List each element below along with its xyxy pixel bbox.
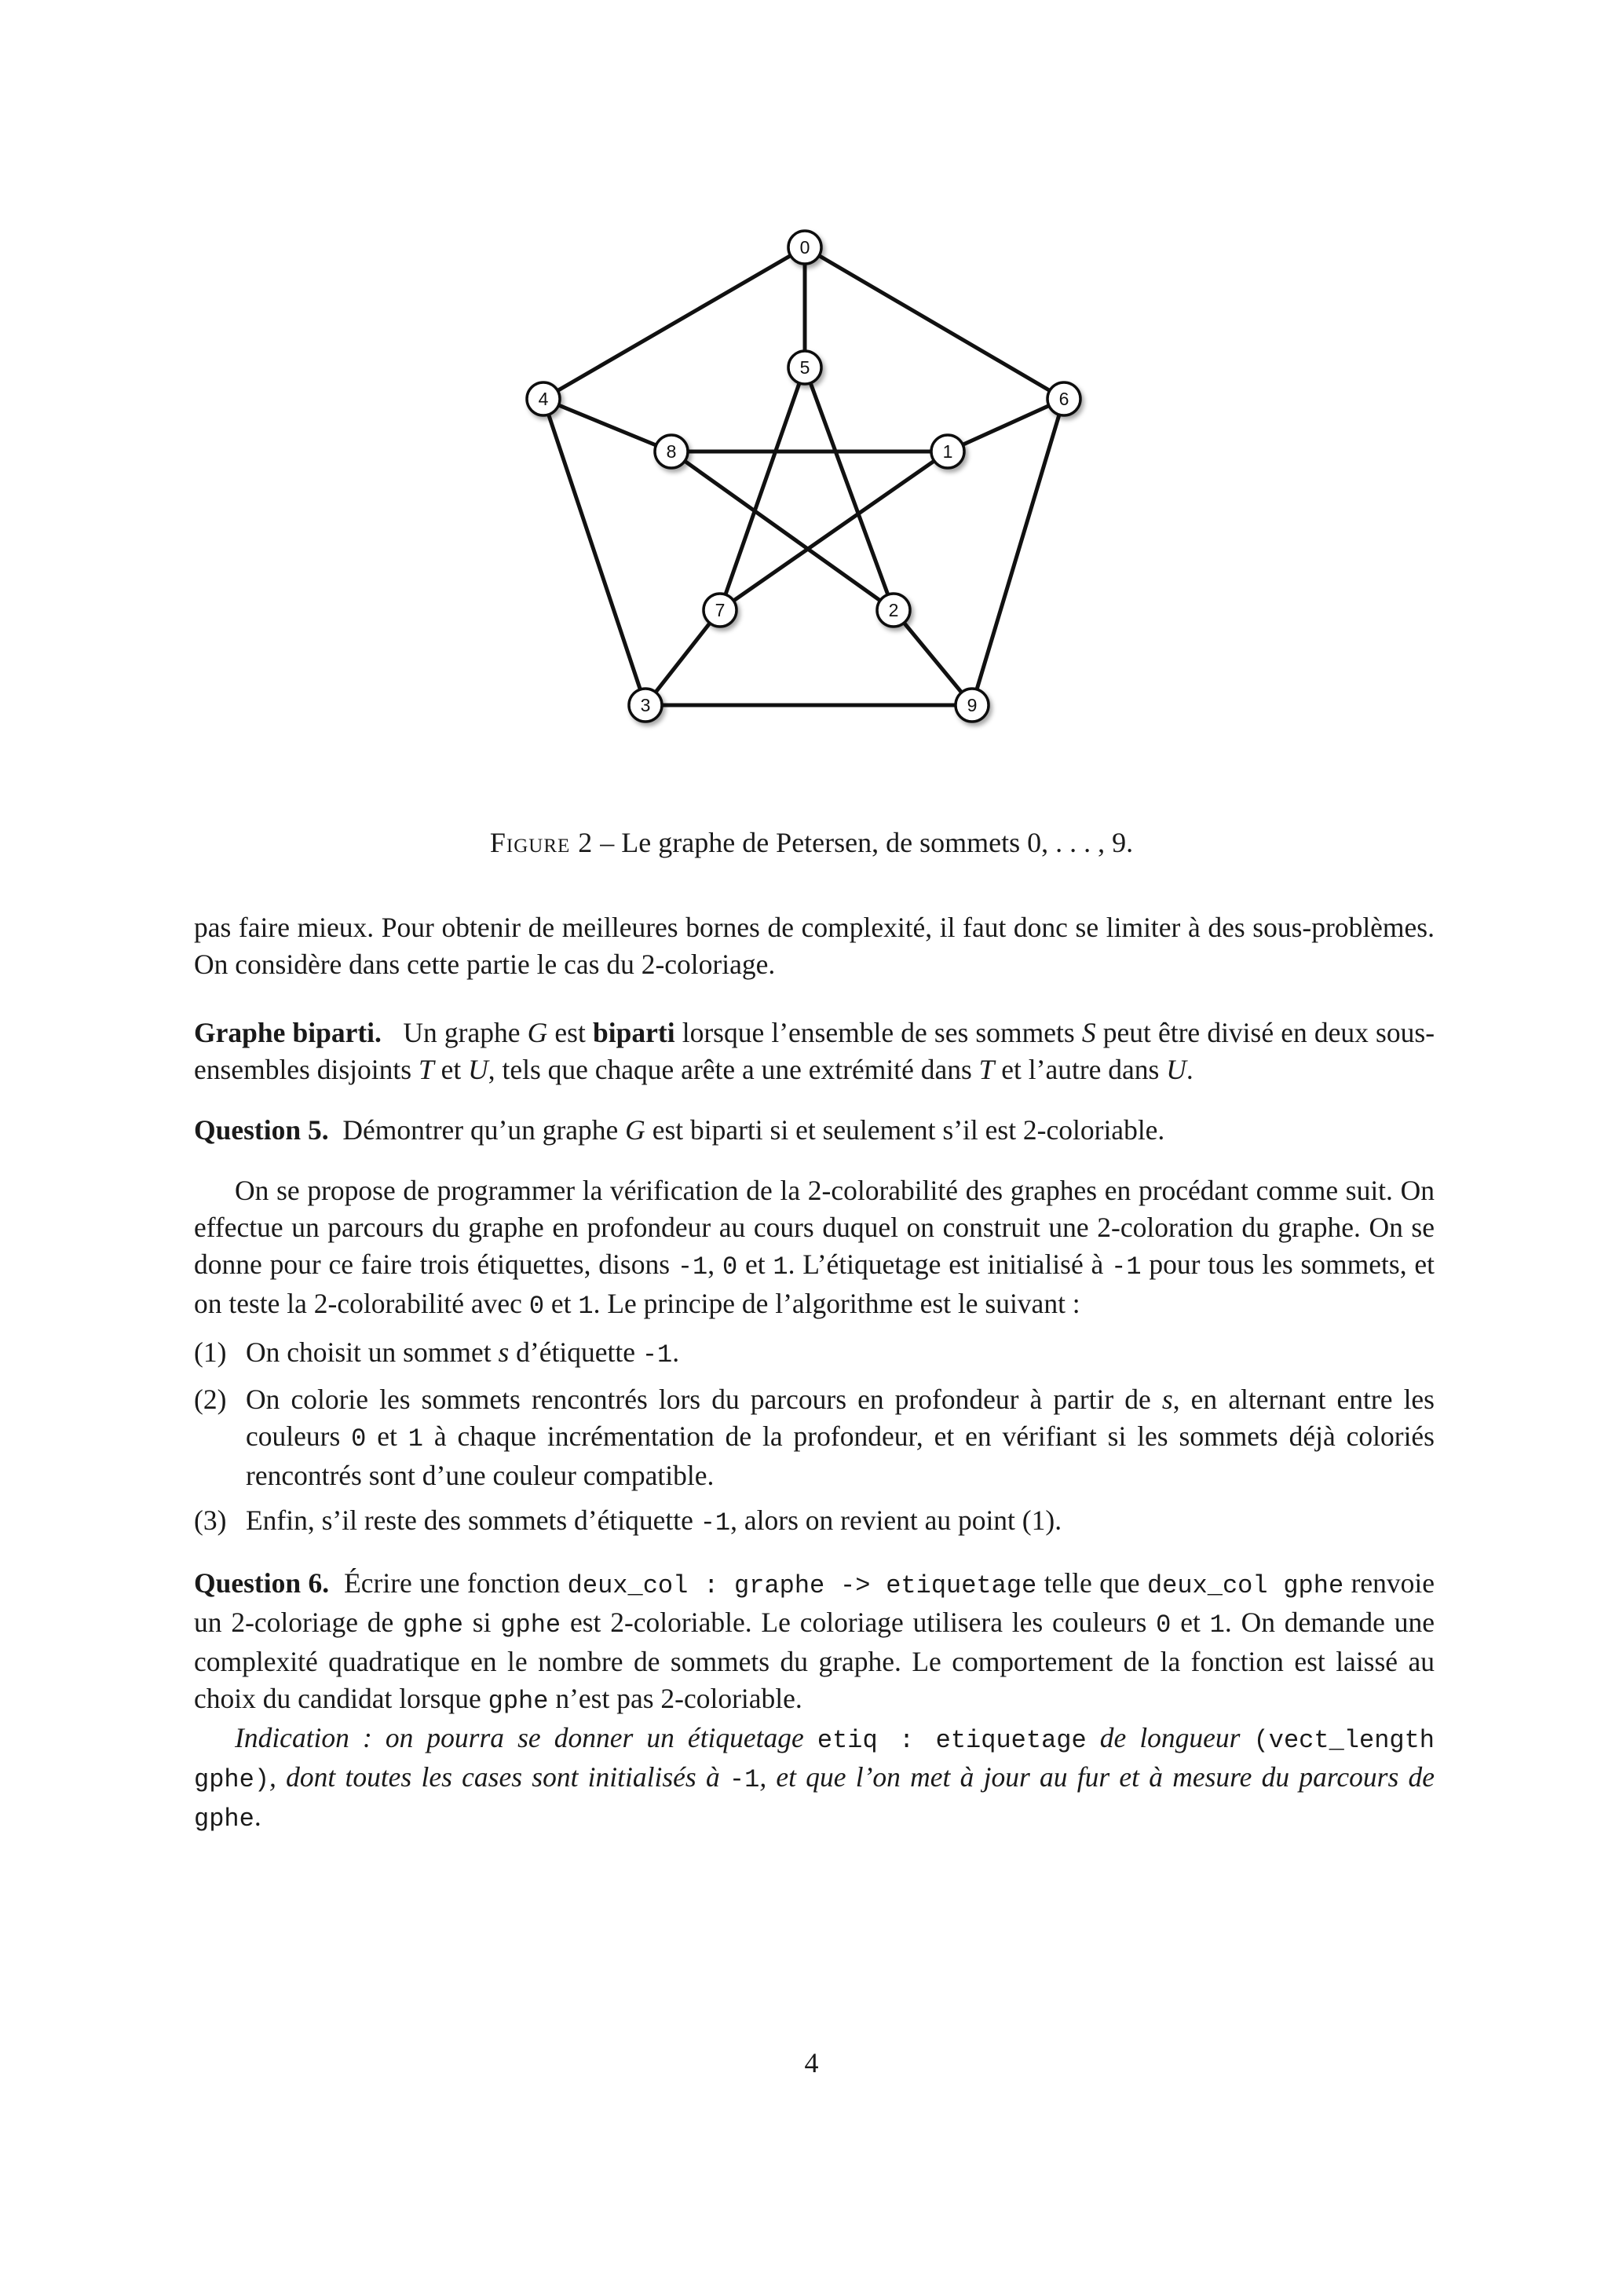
text: Indication : on pourra se donner un étiquetage	[235, 1722, 817, 1753]
text: pour tous les sommets, et on teste la 2-colorabilité avec	[194, 1249, 1435, 1319]
intro-paragraph: pas faire mieux. Pour obtenir de meilleures bornes de complexité, il faut donc se limiter à des sous-problèmes. On considère dans cette partie le cas du 2-coloriage.	[194, 912, 1435, 980]
code: 1	[408, 1424, 423, 1453]
node-9	[956, 689, 989, 722]
math: G	[625, 1114, 645, 1146]
text: , dont toutes les cases sont initialisés à	[269, 1761, 729, 1793]
edge-6-1	[948, 399, 1064, 452]
node-label: 1	[942, 441, 953, 462]
math: U	[468, 1054, 488, 1085]
petersen-graph	[0, 0, 1623, 754]
math: s	[1161, 1384, 1173, 1415]
algorithm-paragraph	[194, 1172, 1435, 1325]
node-label: 3	[640, 695, 651, 715]
node-label: 9	[967, 695, 978, 715]
text: ,	[707, 1249, 722, 1280]
node-label: 2	[888, 600, 899, 620]
text: et l’autre dans	[994, 1054, 1167, 1085]
edge-0-6	[805, 247, 1064, 399]
node-6	[1047, 382, 1080, 415]
node-label: 7	[715, 600, 726, 620]
code: 1	[578, 1292, 594, 1321]
node-label: 6	[1058, 389, 1069, 409]
text: et	[737, 1249, 773, 1280]
code: gphe	[403, 1610, 463, 1640]
code: deux_col gphe	[1146, 1571, 1344, 1600]
text: et	[366, 1420, 408, 1452]
text: .	[254, 1801, 261, 1832]
page-body	[194, 909, 1435, 1837]
edge-5-2	[805, 367, 894, 610]
code: gphe	[194, 1804, 254, 1834]
edge-4-8	[543, 399, 671, 452]
hint-paragraph	[194, 1720, 1435, 1837]
node-1	[931, 435, 964, 468]
algorithm-steps	[194, 1334, 1435, 1541]
code: 0	[528, 1292, 545, 1321]
term-biparti: biparti	[593, 1017, 675, 1048]
edge-9-2	[894, 610, 972, 705]
math: G	[527, 1017, 548, 1048]
text: si	[462, 1607, 501, 1638]
definition-paragraph	[194, 1015, 1435, 1088]
text: On choisit un sommet	[246, 1336, 499, 1368]
step-text	[246, 1502, 1435, 1541]
edge-5-7	[720, 367, 805, 610]
text: est biparti si et seulement s’il est 2-coloriable.	[645, 1114, 1165, 1146]
code: 1	[773, 1252, 788, 1281]
text: Enfin, s’il reste des sommets d’étiquette	[246, 1504, 700, 1536]
figure-caption	[0, 826, 1623, 859]
text: , en alternant entre les couleurs	[246, 1384, 1435, 1452]
text: On colorie les sommets rencontrés lors du parcours en profondeur à partir de	[246, 1384, 1162, 1415]
math: T	[978, 1054, 995, 1085]
text: renvoie un 2-coloriage de	[194, 1567, 1435, 1638]
text: est	[547, 1017, 594, 1048]
text: et	[433, 1054, 469, 1085]
text: . L’étiquetage est initialisé à	[788, 1249, 1112, 1280]
text: telle que	[1036, 1567, 1147, 1599]
code: 0	[351, 1424, 367, 1453]
text: . On demande une complexité quadratique en le nombre de sommets du graphe. Le comportement de la fonction est laissé au choix du candidat lorsque	[194, 1607, 1435, 1714]
step-number: (1)	[194, 1336, 227, 1368]
text: n’est pas 2-coloriable.	[548, 1683, 802, 1714]
code: 0	[722, 1252, 738, 1281]
code: gphe	[500, 1610, 561, 1640]
node-label: 5	[799, 357, 810, 378]
step-text	[246, 1334, 1435, 1373]
caption-text: – Le graphe de Petersen, de sommets 0, . . . , 9.	[593, 827, 1134, 858]
edge-6-9	[972, 399, 1064, 705]
step-number: (2)	[194, 1384, 227, 1415]
node-7	[704, 594, 737, 627]
node-8	[655, 435, 688, 468]
math: U	[1166, 1054, 1186, 1085]
code: gphe	[488, 1687, 549, 1716]
text: , alors on revient au point (1).	[730, 1504, 1062, 1536]
node-label: 4	[538, 389, 549, 409]
text: et	[1171, 1607, 1210, 1638]
math: S	[1081, 1017, 1096, 1048]
edge-8-2	[671, 452, 894, 610]
node-0	[788, 231, 821, 264]
question-5-heading: Question 5.	[194, 1114, 329, 1146]
step-number: (3)	[194, 1504, 227, 1536]
code: 0	[1156, 1610, 1172, 1640]
text: , et que l’on met à jour au fur et à mesure du parcours de	[759, 1761, 1435, 1793]
question-6-heading: Question 6.	[194, 1567, 330, 1599]
text: Démontrer qu’un graphe	[342, 1114, 626, 1146]
edge-1-7	[720, 452, 948, 610]
list-item	[194, 1334, 1435, 1373]
math: s	[498, 1336, 510, 1368]
text: On se propose de programmer la vérification de la 2-colorabilité des graphes en procédant comme suit. On effectue un parcours du graphe en profondeur au cours duquel on construit une 2-coloration du graphe. On se donne pour ce faire trois étiquettes, disons	[194, 1175, 1435, 1280]
step-text	[246, 1381, 1435, 1494]
question-5	[194, 1112, 1435, 1149]
code: -1	[1111, 1252, 1142, 1281]
node-2	[877, 594, 910, 627]
text: d’étiquette	[509, 1336, 642, 1368]
code: 1	[1209, 1610, 1225, 1640]
node-4	[527, 382, 560, 415]
code: -1	[677, 1252, 708, 1281]
text: .	[672, 1336, 680, 1368]
text: peut être divisé en deux sous-ensembles disjoints	[194, 1017, 1435, 1085]
text: Écrire une fonction	[344, 1567, 568, 1599]
text: est 2-coloriable. Le coloriage utilisera les couleurs	[561, 1607, 1157, 1638]
text: Un graphe	[403, 1017, 528, 1048]
node-label: 0	[799, 237, 810, 258]
list-item	[194, 1381, 1435, 1494]
node-3	[629, 689, 662, 722]
edge-3-4	[543, 399, 645, 705]
question-6	[194, 1565, 1435, 1720]
text: et	[544, 1288, 579, 1319]
figure-label: Figure 2	[489, 827, 594, 858]
code: etiq : etiquetage	[817, 1726, 1087, 1755]
text: . Le principe de l’algorithme est le suivant :	[593, 1288, 1080, 1319]
node-label: 8	[666, 441, 677, 462]
list-item	[194, 1502, 1435, 1541]
text: à chaque incrémentation de la profondeur, et en vérifiant si les sommets déjà coloriés rencontrés sont d’une couleur compatible.	[246, 1420, 1435, 1491]
definition-heading: Graphe biparti.	[194, 1017, 382, 1048]
page-number: 4	[804, 2047, 819, 2078]
text: de longueur	[1086, 1722, 1254, 1753]
node-5	[788, 351, 821, 384]
code: deux_col : graphe -> etiquetage	[567, 1571, 1037, 1600]
edge-4-0	[543, 247, 805, 399]
code: (vect_length gphe)	[194, 1726, 1435, 1794]
code: -1	[729, 1765, 760, 1794]
text: lorsque l’ensemble de ses sommets	[674, 1017, 1082, 1048]
math: T	[418, 1054, 434, 1085]
edge-3-7	[645, 610, 720, 705]
code: -1	[642, 1340, 673, 1369]
text: .	[1186, 1054, 1193, 1085]
text: , tels que chaque arête a une extrémité dans	[488, 1054, 979, 1085]
code: -1	[700, 1508, 731, 1537]
